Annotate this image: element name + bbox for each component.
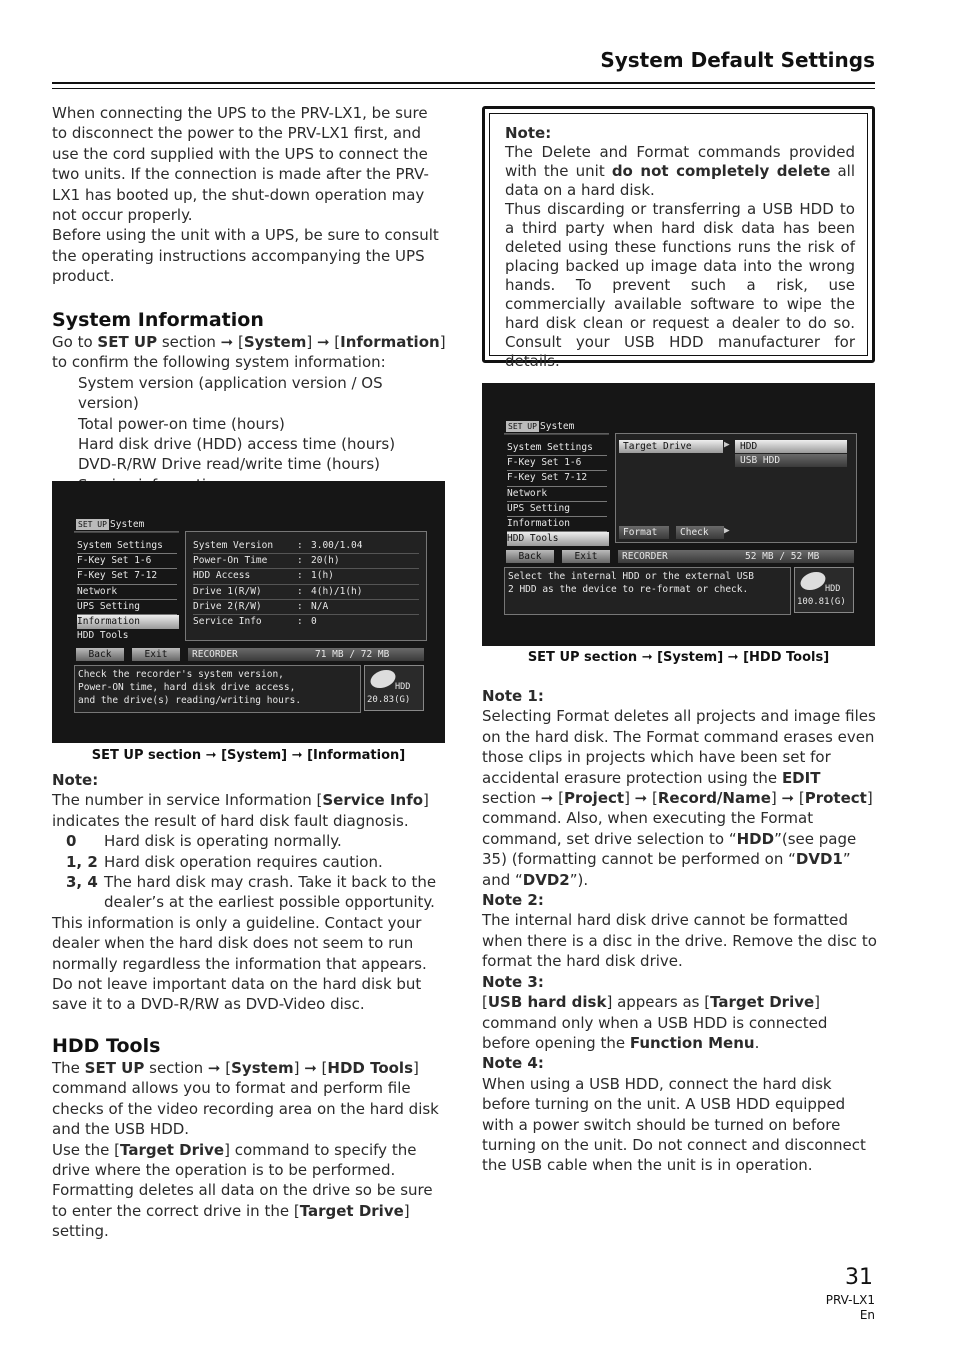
menu-item: UPS Setting [507,502,607,517]
menu-item: F-Key Set 7-12 [77,569,177,584]
hdd-tools-screenshot [482,383,875,646]
language-code: En [859,1308,875,1322]
hdd-tools-paragraph-3: Formatting deletes all data on the drive so be sure to enter the correct drive in the [Target Drive] setting. [52,1181,433,1241]
note-3-heading: Note 3: [482,972,544,991]
note-1-heading: Note 1: [482,687,544,705]
system-information-section [52,308,447,495]
chevron-right-icon: ▶ [724,439,730,450]
note-2-heading: Note 2: [482,891,544,910]
page-number: 31 [845,1265,873,1290]
page-header-title: System Default Settings [600,48,875,72]
menu-item: HDD Tools [77,630,129,642]
option-usb-hdd[interactable]: USB HDD [740,455,781,466]
information-screenshot-caption: SET UP section ➞ [System] ➞ [Information] [91,748,406,763]
hdd-tools-heading: HDD Tools [52,1035,161,1057]
intro-text [52,103,447,287]
menu-item: UPS Setting [77,600,177,615]
hdd-capacity: 100.81(G) [797,597,846,607]
table-row: System Version : 3.00/1.04 [193,539,419,554]
list-item: DVD-R/RW Drive read/write time (hours) [78,455,381,474]
information-screenshot [52,481,445,743]
intro-paragraph-1: When connecting the UPS to the PRV-LX1, be sure to disconnect the power to the PRV-LX1 first, and use the cord supplied with the UPS to connect the two units. If the connection is made after the PRV-LX1 has booted up, the shut-down operation may not occur properly. [52,104,429,225]
note-paragraph: Thus discarding or transferring a USB HDD to a third party when hard disk data has been deleted using these functions runs the risk of placing backed up image data into the wrong hands. To prevent such a risk, use commercially available software to wipe the hard disk clean or request a dealer to do so. Consult your USB HDD manufacturer for details. [505,200,855,370]
model-name: PRV-LX1 [825,1293,875,1307]
check-button[interactable]: Check [680,527,709,538]
recorder-label: RECORDER [192,649,238,660]
note-heading: Note: [505,124,552,142]
hdd-tools-section [52,1034,447,1242]
menu-item: F-Key Set 1-6 [77,554,177,569]
list-item: 3, 4 The hard disk may crash. Take it back to the dealer’s at the earliest possible opportunity. [66,873,437,912]
option-hdd[interactable]: HDD [740,441,758,452]
header-rule-thin [52,88,875,89]
screen-message: Check the recorder's system version, Power-ON time, hard disk drive access, and the drive(s) reading/writing hours. [78,669,302,706]
header-rule [52,82,875,84]
screen-message: Select the internal HDD or the external USB 2 HDD as the device to re-format or check. [508,571,754,595]
setup-badge: SET UP [508,422,537,431]
hdd-icon [364,665,424,711]
screen-menu [507,441,609,546]
note-paragraph: The Delete and Format commands provided with the unit do not completely delete all data on a hard disk. [505,143,856,199]
table-row: HDD Access : 1(h) [193,569,419,584]
hdd-capacity: 20.83(G) [367,695,411,705]
back-button[interactable]: Back [506,550,554,563]
note-2-text: The internal hard disk drive cannot be formatted when there is a disc in the drive. Remove the disc to format the hard disk drive. [482,911,877,971]
hdd-label: HDD [825,584,841,594]
target-drive-button[interactable]: Target Drive [623,441,692,452]
note-4-heading: Note 4: [482,1054,544,1073]
system-information-list [52,373,447,495]
format-button[interactable]: Format [623,527,658,538]
note-3-text: [USB hard disk] appears as [Target Drive] command only when a USB HDD is connected before opening the Function Menu. [482,993,828,1052]
menu-item-selected: HDD Tools [507,532,609,546]
system-information-heading: System Information [52,309,264,331]
screen-title: System [110,519,145,530]
back-button[interactable]: Back [76,648,124,661]
list-item: Total power-on time (hours) [78,414,285,433]
system-information-intro: Go to SET UP section ➞ [System] ➞ [Information] to confirm the following system information: [52,333,446,372]
hdd-label: HDD [395,682,411,692]
disk-icon [368,670,399,688]
setup-badge: SET UP [78,520,107,529]
exit-button[interactable]: Exit [132,648,180,661]
menu-item-selected: Information [77,615,179,629]
note-1-text: Selecting Format deletes all projects and image files on the hard disk. The Format command erases even those clips in projects which have been set for accidental erasure protection using the EDIT section ➞ [Project] ➞ [Record/Name] ➞ [Protect] command. Also, when executing the Format command, set drive selection to “HDD”(see page 35) (formatting cannot be performed on “DVD1” and “DVD2”). [482,707,876,889]
menu-item: Information [507,517,607,532]
note-4-text: When using a USB HDD, connect the hard disk before turning on the unit. A USB HDD equipped with a power switch should be turned on before turning on the unit. Do not connect and disconnect the USB cable when the unit is in operation. [482,1074,866,1175]
service-info-note [52,770,447,1015]
menu-item: System Settings [77,539,177,554]
hdd-tools-paragraph-1: The SET UP section ➞ [System] ➞ [HDD Tools] command allows you to format and perform file checks of the video recording area on the hard disk and the USB HDD. [52,1059,439,1139]
table-row: Power-On Time : 20(h) [193,554,419,569]
exit-button[interactable]: Exit [562,550,610,563]
hdd-icon [794,567,854,613]
recorder-label: RECORDER [622,551,668,562]
table-row: Drive 2(R/W) : N/A [193,600,419,615]
recorder-capacity: 52 MB / 52 MB [745,551,820,562]
screen-menu [77,539,179,643]
recorder-capacity: 71 MB / 72 MB [315,649,390,660]
footer-model [826,1293,875,1323]
list-item: Hard disk drive (HDD) access time (hours) [78,435,396,454]
table-row: Drive 1(R/W) : 4(h)/1(h) [193,585,419,600]
hdd-tools-notes [482,686,877,1176]
list-item: System version (application version / OS version) [78,373,383,413]
table-row: Service Info : 0 [193,616,317,628]
note-guideline: This information is only a guideline. Contact your dealer when the hard disk does not seem to run normally regardless the information that appears. Do not leave important data on the hard disk but save it to a DVD-R/RW as DVD-Video disc. [52,913,427,1014]
menu-item: Network [77,585,177,600]
menu-item: F-Key Set 1-6 [507,456,607,471]
hdd-tools-screenshot-caption: SET UP section ➞ [System] ➞ [HDD Tools] [527,650,830,665]
delete-format-note-box [482,106,875,370]
menu-item: Network [507,487,607,502]
menu-item: F-Key Set 7-12 [507,471,607,486]
note-heading: Note: [52,771,99,789]
intro-paragraph-2: Before using the unit with a UPS, be sure to consult the operating instructions accompanying the UPS product. [52,226,439,286]
hdd-tools-paragraph-2: Use the [Target Drive] command to specify the drive where the operation is to be performed. [52,1140,417,1180]
note-paragraph: The number in service Information [Service Info] indicates the result of hard disk fault diagnosis. [52,791,429,830]
menu-item: System Settings [507,441,607,456]
screen-title: System [540,421,575,432]
info-rows [193,539,419,629]
list-item: 0 Hard disk is operating normally. [66,832,342,851]
chevron-right-icon: ▶ [724,525,730,536]
disk-icon [798,572,829,590]
list-item: 1, 2 Hard disk operation requires caution. [66,852,383,871]
